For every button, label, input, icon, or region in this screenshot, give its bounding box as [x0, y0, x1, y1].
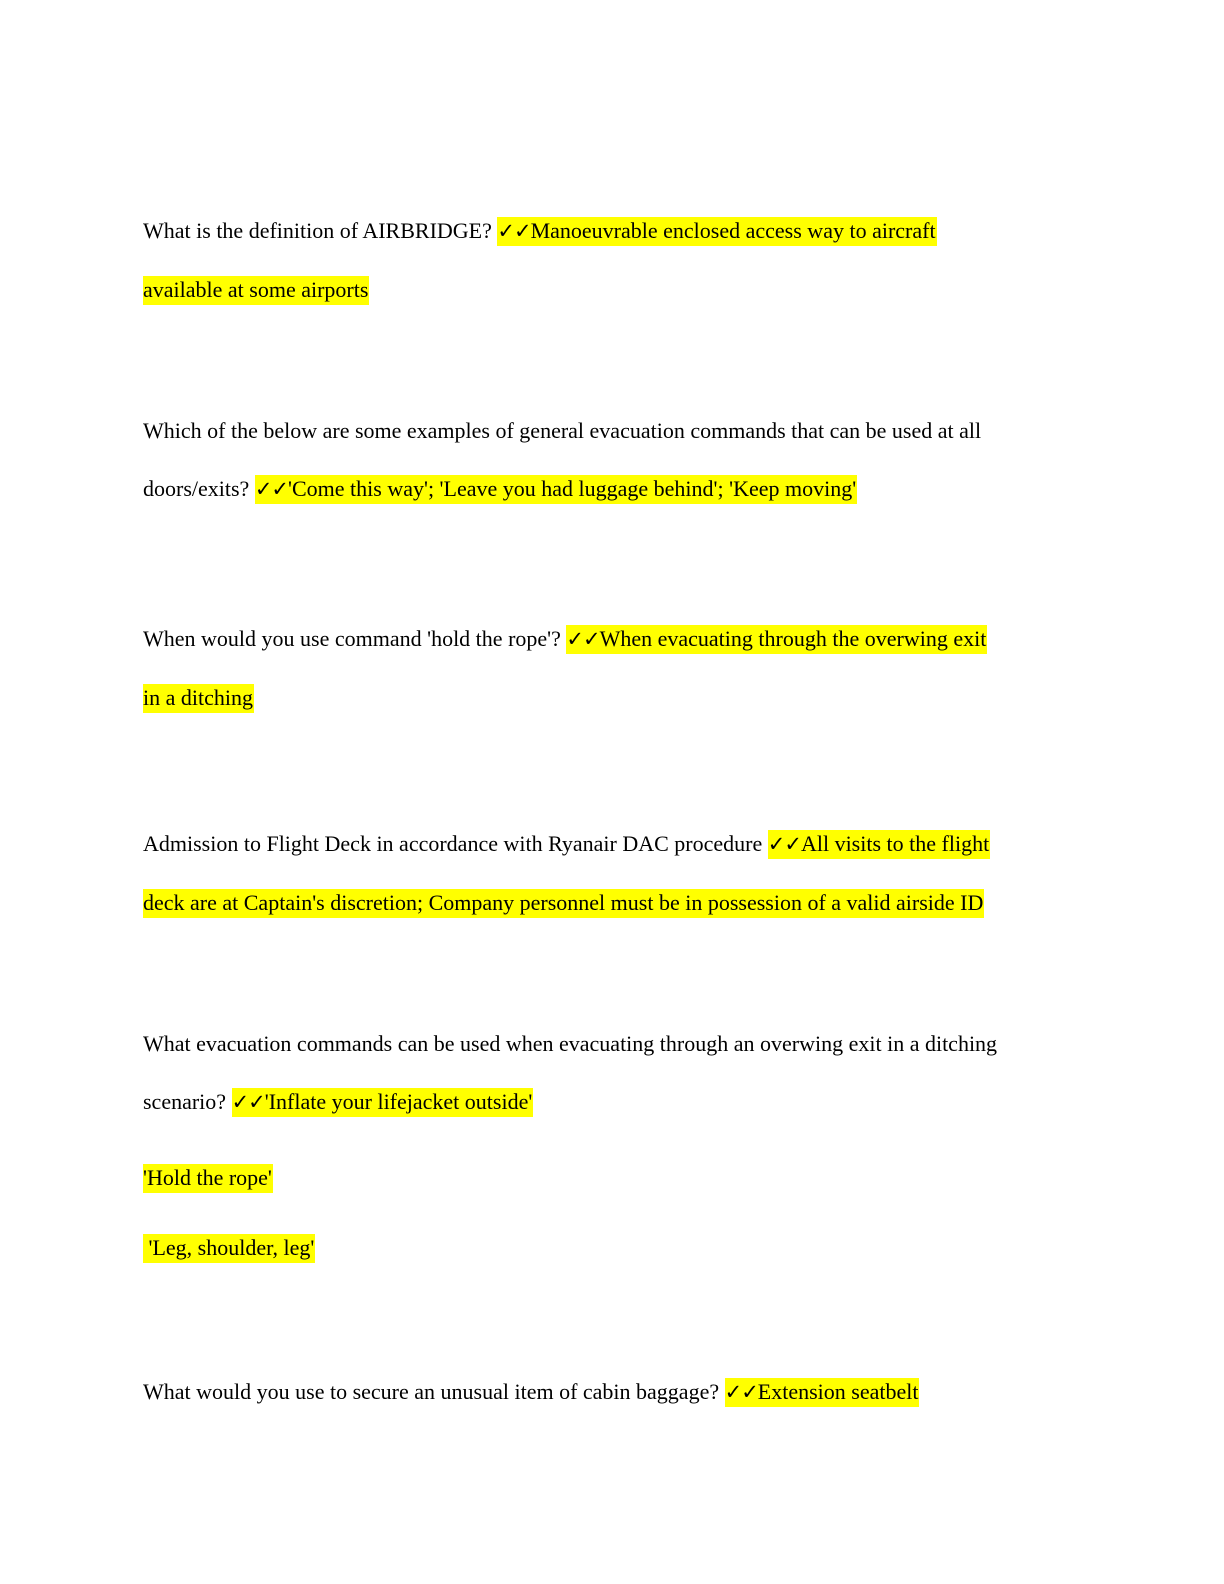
check-mark-icon: ✓✓ [254, 477, 289, 501]
qa-item-5-line-3 [143, 1163, 273, 1193]
question-text: When would you use command 'hold the rope'? [143, 626, 561, 651]
check-mark-icon: ✓✓ [767, 832, 801, 856]
check-mark-icon: ✓✓ [724, 1380, 758, 1404]
answer-highlight [768, 830, 990, 859]
qa-item-5-line-4 [143, 1233, 315, 1263]
question-text: What is the definition of AIRBRIDGE? [143, 218, 492, 243]
check-mark-icon: ✓✓ [497, 219, 531, 243]
qa-item-2-line-2 [143, 474, 857, 504]
qa-item-1-line-2 [143, 275, 369, 305]
question-text: scenario? [143, 1089, 227, 1114]
answer-text: Extension seatbelt [757, 1379, 919, 1404]
qa-item-2-line-1 [143, 416, 981, 446]
answer-text: 'Leg, shoulder, leg' [143, 1234, 315, 1263]
qa-item-1-line-1 [143, 216, 937, 246]
question-text: doors/exits? [143, 476, 250, 501]
answer-text: All visits to the flight [800, 831, 990, 856]
answer-text: 'Inflate your lifejacket outside' [264, 1089, 533, 1114]
answer-text: in a ditching [143, 684, 254, 713]
question-text: What evacuation commands can be used when evacuating through an overwing exit in a ditching [143, 1031, 998, 1056]
answer-highlight [566, 625, 987, 654]
answer-text: available at some airports [143, 276, 369, 305]
question-text: Admission to Flight Deck in accordance with Ryanair DAC procedure [143, 831, 763, 856]
qa-item-4-line-2 [143, 888, 984, 918]
question-text: What would you use to secure an unusual item of cabin baggage? [143, 1379, 720, 1404]
answer-text: When evacuating through the overwing exit [599, 626, 987, 651]
qa-item-4-line-1 [143, 829, 990, 859]
answer-text: deck are at Captain's discretion; Company personnel must be in possession of a valid airside ID [143, 889, 984, 918]
qa-item-3-line-2 [143, 683, 254, 713]
answer-text: 'Come this way'; 'Leave you had luggage behind'; 'Keep moving' [288, 476, 857, 501]
qa-item-5-line-2 [143, 1087, 533, 1117]
question-text: Which of the below are some examples of general evacuation commands that can be used at all [143, 418, 982, 443]
answer-highlight [497, 217, 936, 246]
qa-item-3-line-1 [143, 624, 987, 654]
qa-item-6-line-1 [143, 1377, 919, 1407]
check-mark-icon: ✓✓ [566, 627, 600, 651]
answer-highlight [725, 1378, 920, 1407]
check-mark-icon: ✓✓ [231, 1090, 265, 1114]
answer-highlight [232, 1088, 534, 1117]
answer-text: Manoeuvrable enclosed access way to aircraft [530, 218, 936, 243]
answer-highlight [255, 475, 857, 504]
answer-text: 'Hold the rope' [143, 1164, 273, 1193]
qa-item-5-line-1 [143, 1029, 997, 1059]
